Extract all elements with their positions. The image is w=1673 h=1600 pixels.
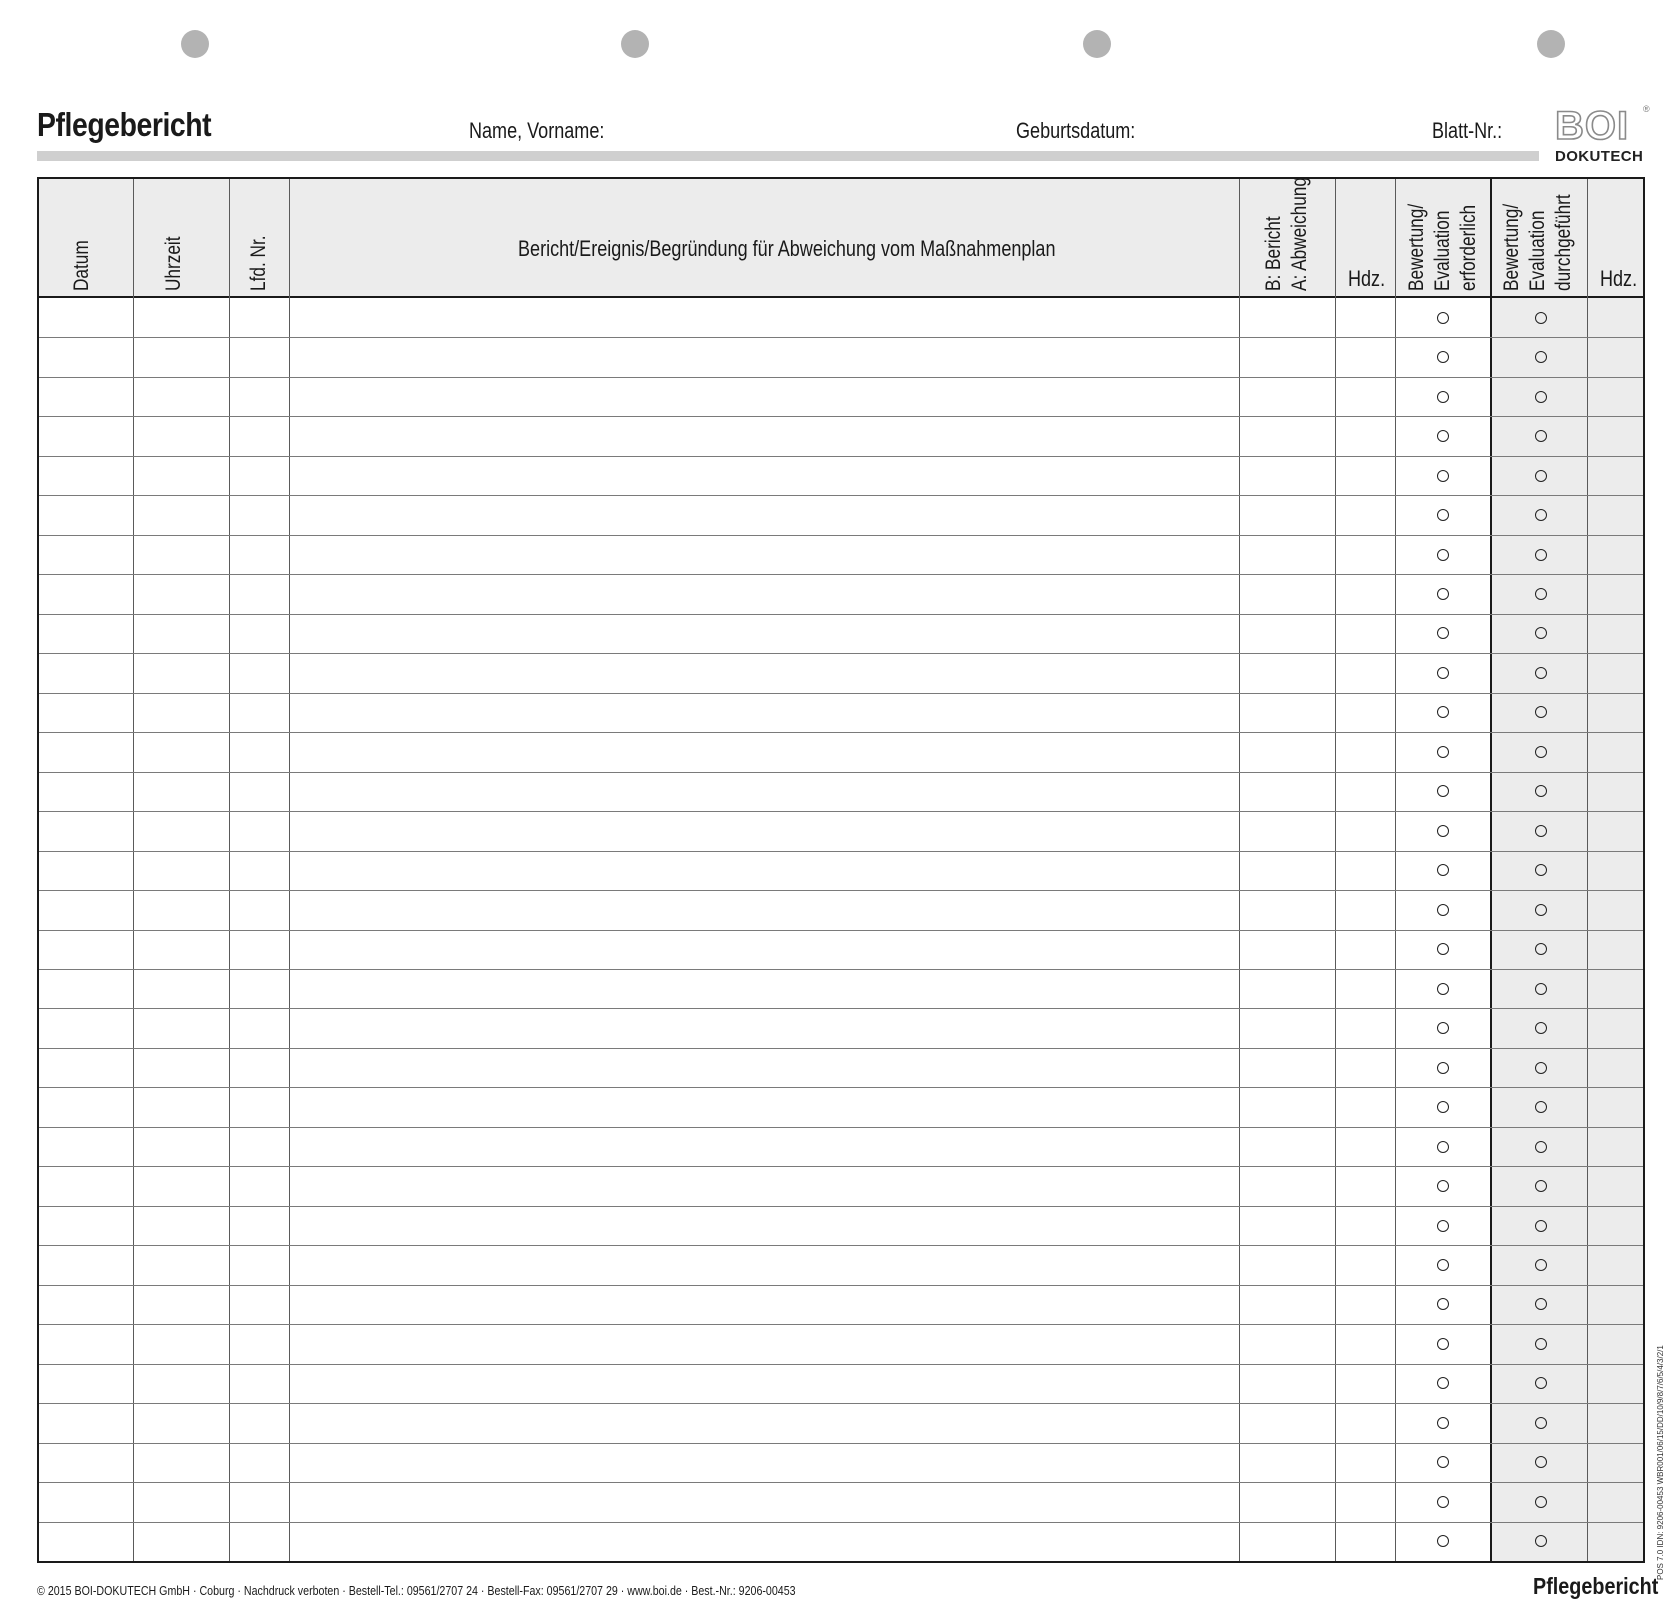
table-row-line (39, 377, 1643, 378)
eval-required-checkbox[interactable] (1437, 825, 1449, 837)
eval-required-checkbox[interactable] (1437, 549, 1449, 561)
eval-required-checkbox[interactable] (1437, 470, 1449, 482)
table-row-line (39, 653, 1643, 654)
header-rule (39, 296, 1643, 298)
eval-done-checkbox[interactable] (1535, 391, 1547, 403)
logo-mark: BOI (1555, 104, 1630, 148)
eval-done-checkbox[interactable] (1535, 351, 1547, 363)
eval-required-checkbox[interactable] (1437, 1535, 1449, 1547)
eval-required-checkbox[interactable] (1437, 627, 1449, 639)
eval-done-checkbox[interactable] (1535, 1022, 1547, 1034)
birthdate-field-label[interactable]: Geburtsdatum: (1016, 118, 1136, 143)
table-row-line (39, 1166, 1643, 1167)
punch-hole-4 (1537, 30, 1565, 58)
eval-done-checkbox[interactable] (1535, 1535, 1547, 1547)
form-title: Pflegebericht (37, 106, 212, 143)
col-header-eval-required: Bewertung/ Evaluation erforderlich (1405, 203, 1480, 291)
eval-required-checkbox[interactable] (1437, 1298, 1449, 1310)
table-row-line (39, 851, 1643, 852)
col-divider (229, 179, 230, 1561)
table-row-line (39, 1443, 1643, 1444)
table-row-line (39, 693, 1643, 694)
table-row-line (39, 772, 1643, 773)
eval-required-checkbox[interactable] (1437, 1101, 1449, 1113)
eval-required-checkbox[interactable] (1437, 864, 1449, 876)
eval-done-checkbox[interactable] (1535, 667, 1547, 679)
table-row-line (39, 732, 1643, 733)
footer-copyright: © 2015 BOI-DOKUTECH GmbH · Coburg · Nachdruck verboten · Bestell-Tel.: 09561/2707 24 · Bestell-Fax: 09561/2707 29 · www.boi.de · Best.-Nr.: 9206-00453 (37, 1583, 796, 1598)
eval-required-checkbox[interactable] (1437, 312, 1449, 324)
eval-required-checkbox[interactable] (1437, 588, 1449, 600)
punch-hole-2 (621, 30, 649, 58)
col-divider-thick (1490, 179, 1492, 1561)
eval-done-checkbox[interactable] (1535, 1298, 1547, 1310)
eval-required-checkbox[interactable] (1437, 706, 1449, 718)
table-row-line (39, 456, 1643, 457)
col-divider (289, 179, 290, 1561)
eval-done-checkbox[interactable] (1535, 983, 1547, 995)
eval-done-checkbox[interactable] (1535, 312, 1547, 324)
report-table (37, 177, 1645, 1563)
eval-done-checkbox[interactable] (1535, 588, 1547, 600)
table-row-line (39, 1403, 1643, 1404)
eval-required-checkbox[interactable] (1437, 983, 1449, 995)
eval-done-checkbox[interactable] (1535, 1259, 1547, 1271)
eval-done-checkbox[interactable] (1535, 1338, 1547, 1350)
eval-done-checkbox[interactable] (1535, 627, 1547, 639)
eval-required-checkbox[interactable] (1437, 351, 1449, 363)
eval-done-checkbox[interactable] (1535, 746, 1547, 758)
eval-required-checkbox[interactable] (1437, 1377, 1449, 1389)
eval-required-checkbox[interactable] (1437, 391, 1449, 403)
table-row-line (39, 930, 1643, 931)
col-header-uhrzeit: Uhrzeit (162, 236, 185, 291)
boi-dokutech-logo (1555, 104, 1650, 166)
col-header-lfd-nr: Lfd. Nr. (247, 235, 270, 291)
eval-done-checkbox[interactable] (1535, 943, 1547, 955)
eval-required-checkbox[interactable] (1437, 943, 1449, 955)
eval-required-checkbox[interactable] (1437, 1259, 1449, 1271)
col-divider (1395, 179, 1396, 1561)
eval-required-checkbox[interactable] (1437, 1417, 1449, 1429)
col-divider (1587, 179, 1588, 1561)
table-row-line (39, 1285, 1643, 1286)
table-row-line (39, 1008, 1643, 1009)
eval-done-checkbox[interactable] (1535, 549, 1547, 561)
evaluation-column-shade (1491, 296, 1643, 1561)
eval-required-checkbox[interactable] (1437, 1456, 1449, 1468)
table-row-line (39, 1087, 1643, 1088)
eval-required-checkbox[interactable] (1437, 1496, 1449, 1508)
eval-required-checkbox[interactable] (1437, 1180, 1449, 1192)
eval-done-checkbox[interactable] (1535, 1141, 1547, 1153)
punch-hole-1 (181, 30, 209, 58)
table-row-line (39, 1048, 1643, 1049)
eval-required-checkbox[interactable] (1437, 509, 1449, 521)
eval-done-checkbox[interactable] (1535, 509, 1547, 521)
eval-required-checkbox[interactable] (1437, 667, 1449, 679)
col-header-datum: Datum (70, 240, 93, 291)
eval-done-checkbox[interactable] (1535, 1180, 1547, 1192)
eval-done-checkbox[interactable] (1535, 1220, 1547, 1232)
table-row-line (39, 337, 1643, 338)
col-divider (133, 179, 134, 1561)
table-row-line (39, 574, 1643, 575)
eval-done-checkbox[interactable] (1535, 825, 1547, 837)
col-header-hdz-2: Hdz. (1600, 266, 1638, 291)
eval-done-checkbox[interactable] (1535, 470, 1547, 482)
eval-done-checkbox[interactable] (1535, 1101, 1547, 1113)
table-row-line (39, 811, 1643, 812)
col-header-b-a: B: Bericht A: Abweichung (1262, 177, 1311, 291)
eval-done-checkbox[interactable] (1535, 430, 1547, 442)
eval-done-checkbox[interactable] (1535, 1062, 1547, 1074)
sheet-number-label[interactable]: Blatt-Nr.: (1432, 118, 1503, 143)
table-row-line (39, 890, 1643, 891)
eval-done-checkbox[interactable] (1535, 706, 1547, 718)
eval-done-checkbox[interactable] (1535, 1377, 1547, 1389)
eval-done-checkbox[interactable] (1535, 864, 1547, 876)
header-underline (37, 151, 1539, 161)
table-row-line (39, 1127, 1643, 1128)
table-row-line (39, 969, 1643, 970)
table-row-line (39, 1364, 1643, 1365)
eval-done-checkbox[interactable] (1535, 1496, 1547, 1508)
eval-required-checkbox[interactable] (1437, 904, 1449, 916)
table-row-line (39, 1482, 1643, 1483)
footer-title: Pflegebericht (1533, 1573, 1659, 1599)
eval-required-checkbox[interactable] (1437, 1062, 1449, 1074)
eval-required-checkbox[interactable] (1437, 1141, 1449, 1153)
table-row-line (39, 614, 1643, 615)
eval-required-checkbox[interactable] (1437, 1022, 1449, 1034)
table-row-line (39, 416, 1643, 417)
eval-required-checkbox[interactable] (1437, 430, 1449, 442)
eval-required-checkbox[interactable] (1437, 785, 1449, 797)
eval-required-checkbox[interactable] (1437, 746, 1449, 758)
table-row-line (39, 1522, 1643, 1523)
col-header-bericht: Bericht/Ereignis/Begründung für Abweichung vom Maßnahmenplan (518, 236, 1056, 261)
eval-done-checkbox[interactable] (1535, 1456, 1547, 1468)
table-row-line (39, 1324, 1643, 1325)
eval-required-checkbox[interactable] (1437, 1338, 1449, 1350)
logo-registered: ® (1643, 104, 1650, 114)
eval-done-checkbox[interactable] (1535, 904, 1547, 916)
side-print-code: POS 7.0 IDN: 9206-00453 WBR001/06/15/DD/10/9/8/7/6/5/4/3/2/1 (1656, 1345, 1665, 1580)
table-row-line (39, 1206, 1643, 1207)
eval-done-checkbox[interactable] (1535, 1417, 1547, 1429)
table-row-line (39, 1245, 1643, 1246)
name-field-label[interactable]: Name, Vorname: (469, 118, 605, 143)
col-header-hdz-1: Hdz. (1348, 266, 1386, 291)
table-row-line (39, 535, 1643, 536)
eval-required-checkbox[interactable] (1437, 1220, 1449, 1232)
eval-done-checkbox[interactable] (1535, 785, 1547, 797)
col-divider (1239, 179, 1240, 1561)
col-divider (1335, 179, 1336, 1561)
logo-subtitle: DOKUTECH (1555, 148, 1644, 165)
table-row-line (39, 495, 1643, 496)
punch-hole-3 (1083, 30, 1111, 58)
col-header-eval-done: Bewertung/ Evaluation durchgeführt (1500, 194, 1575, 291)
